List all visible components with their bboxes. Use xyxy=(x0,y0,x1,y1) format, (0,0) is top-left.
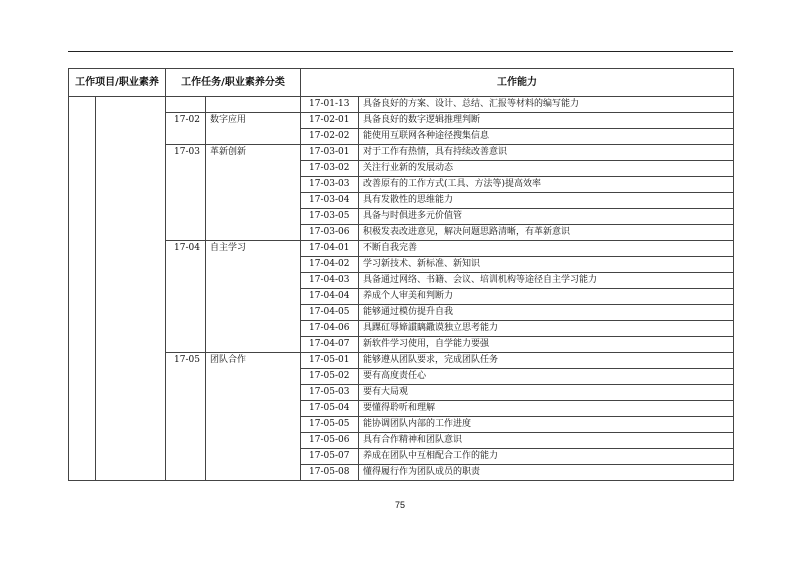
ability-text: 养成个人审美和判断力 xyxy=(359,289,734,305)
table-row xyxy=(69,145,734,161)
ability-text: 改善原有的工作方式(工具、方法等)提高效率 xyxy=(359,177,734,193)
ability-text: 具备与时俱进多元价值管 xyxy=(359,209,734,225)
ability-text: 养成在团队中互相配合工作的能力 xyxy=(359,449,734,465)
ability-code: 17-03-03 xyxy=(301,177,359,193)
ability-code: 17-04-04 xyxy=(301,289,359,305)
ability-code: 17-03-05 xyxy=(301,209,359,225)
header-rule xyxy=(68,51,733,52)
ability-text: 不断自我完善 xyxy=(359,241,734,257)
page-number: 75 xyxy=(394,500,405,510)
ability-code: 17-03-04 xyxy=(301,193,359,209)
ability-code: 17-04-05 xyxy=(301,305,359,321)
ability-text: 具有合作精神和团队意识 xyxy=(359,433,734,449)
task-code: 17-03 xyxy=(166,145,206,241)
ability-text: 对于工作有热情，具有持续改善意识 xyxy=(359,145,734,161)
ability-text: 具踝矼辱媂謴瞝鏾谟独立思考能力 xyxy=(359,321,734,337)
ability-code: 17-05-06 xyxy=(301,433,359,449)
header-work-item: 工作项目/职业素养 xyxy=(69,69,166,97)
work-item-cell xyxy=(69,97,96,481)
ability-code: 17-05-05 xyxy=(301,417,359,433)
task-code: 17-02 xyxy=(166,113,206,145)
ability-code: 17-03-01 xyxy=(301,145,359,161)
ability-code: 17-03-02 xyxy=(301,161,359,177)
task-name xyxy=(206,97,301,113)
ability-code: 17-04-02 xyxy=(301,257,359,273)
work-item-cell-2 xyxy=(96,97,166,481)
ability-code: 17-02-02 xyxy=(301,129,359,145)
ability-code: 17-05-08 xyxy=(301,465,359,481)
ability-code: 17-05-07 xyxy=(301,449,359,465)
table-row xyxy=(69,241,734,257)
ability-code: 17-04-06 xyxy=(301,321,359,337)
table-header-row xyxy=(69,69,734,97)
ability-text: 要懂得聆听和理解 xyxy=(359,401,734,417)
ability-code: 17-01-13 xyxy=(301,97,359,113)
table-row xyxy=(69,113,734,129)
ability-text: 具备良好的方案、设计、总结、汇报等材料的编写能力 xyxy=(359,97,734,113)
ability-text: 具备通过网络、书籍、会议、培训机构等途径自主学习能力 xyxy=(359,273,734,289)
ability-text: 具备良好的数字逻辑推理判断 xyxy=(359,113,734,129)
task-code: 17-05 xyxy=(166,353,206,481)
ability-text: 能够通过模仿提升自我 xyxy=(359,305,734,321)
task-code xyxy=(166,97,206,113)
ability-code: 17-04-01 xyxy=(301,241,359,257)
ability-text: 新软件学习使用，自学能力要强 xyxy=(359,337,734,353)
ability-code: 17-05-01 xyxy=(301,353,359,369)
task-name: 革新创新 xyxy=(206,145,301,241)
ability-text: 懂得履行作为团队成员的职责 xyxy=(359,465,734,481)
header-work-task: 工作任务/职业素养分类 xyxy=(166,69,301,97)
ability-text: 学习新技术、新标准、新知识 xyxy=(359,257,734,273)
table-body xyxy=(69,97,734,481)
ability-code: 17-05-03 xyxy=(301,385,359,401)
ability-text: 具有发散性的思维能力 xyxy=(359,193,734,209)
ability-text: 要有大局观 xyxy=(359,385,734,401)
ability-code: 17-05-02 xyxy=(301,369,359,385)
task-code: 17-04 xyxy=(166,241,206,353)
task-name: 数字应用 xyxy=(206,113,301,145)
ability-code: 17-04-03 xyxy=(301,273,359,289)
ability-text: 能够遵从团队要求，完成团队任务 xyxy=(359,353,734,369)
ability-code: 17-03-06 xyxy=(301,225,359,241)
ability-text: 关注行业新的发展动态 xyxy=(359,161,734,177)
header-work-ability: 工作能力 xyxy=(301,69,734,97)
ability-text: 要有高度责任心 xyxy=(359,369,734,385)
task-name: 团队合作 xyxy=(206,353,301,481)
table-row xyxy=(69,353,734,369)
ability-text: 积极发表改进意见，解决问题思路清晰，有革新意识 xyxy=(359,225,734,241)
task-name: 自主学习 xyxy=(206,241,301,353)
competency-table xyxy=(68,68,734,481)
ability-code: 17-02-01 xyxy=(301,113,359,129)
ability-text: 能协调团队内部的工作进度 xyxy=(359,417,734,433)
ability-code: 17-05-04 xyxy=(301,401,359,417)
ability-text: 能使用互联网各种途径搜集信息 xyxy=(359,129,734,145)
ability-code: 17-04-07 xyxy=(301,337,359,353)
table-row xyxy=(69,97,734,113)
